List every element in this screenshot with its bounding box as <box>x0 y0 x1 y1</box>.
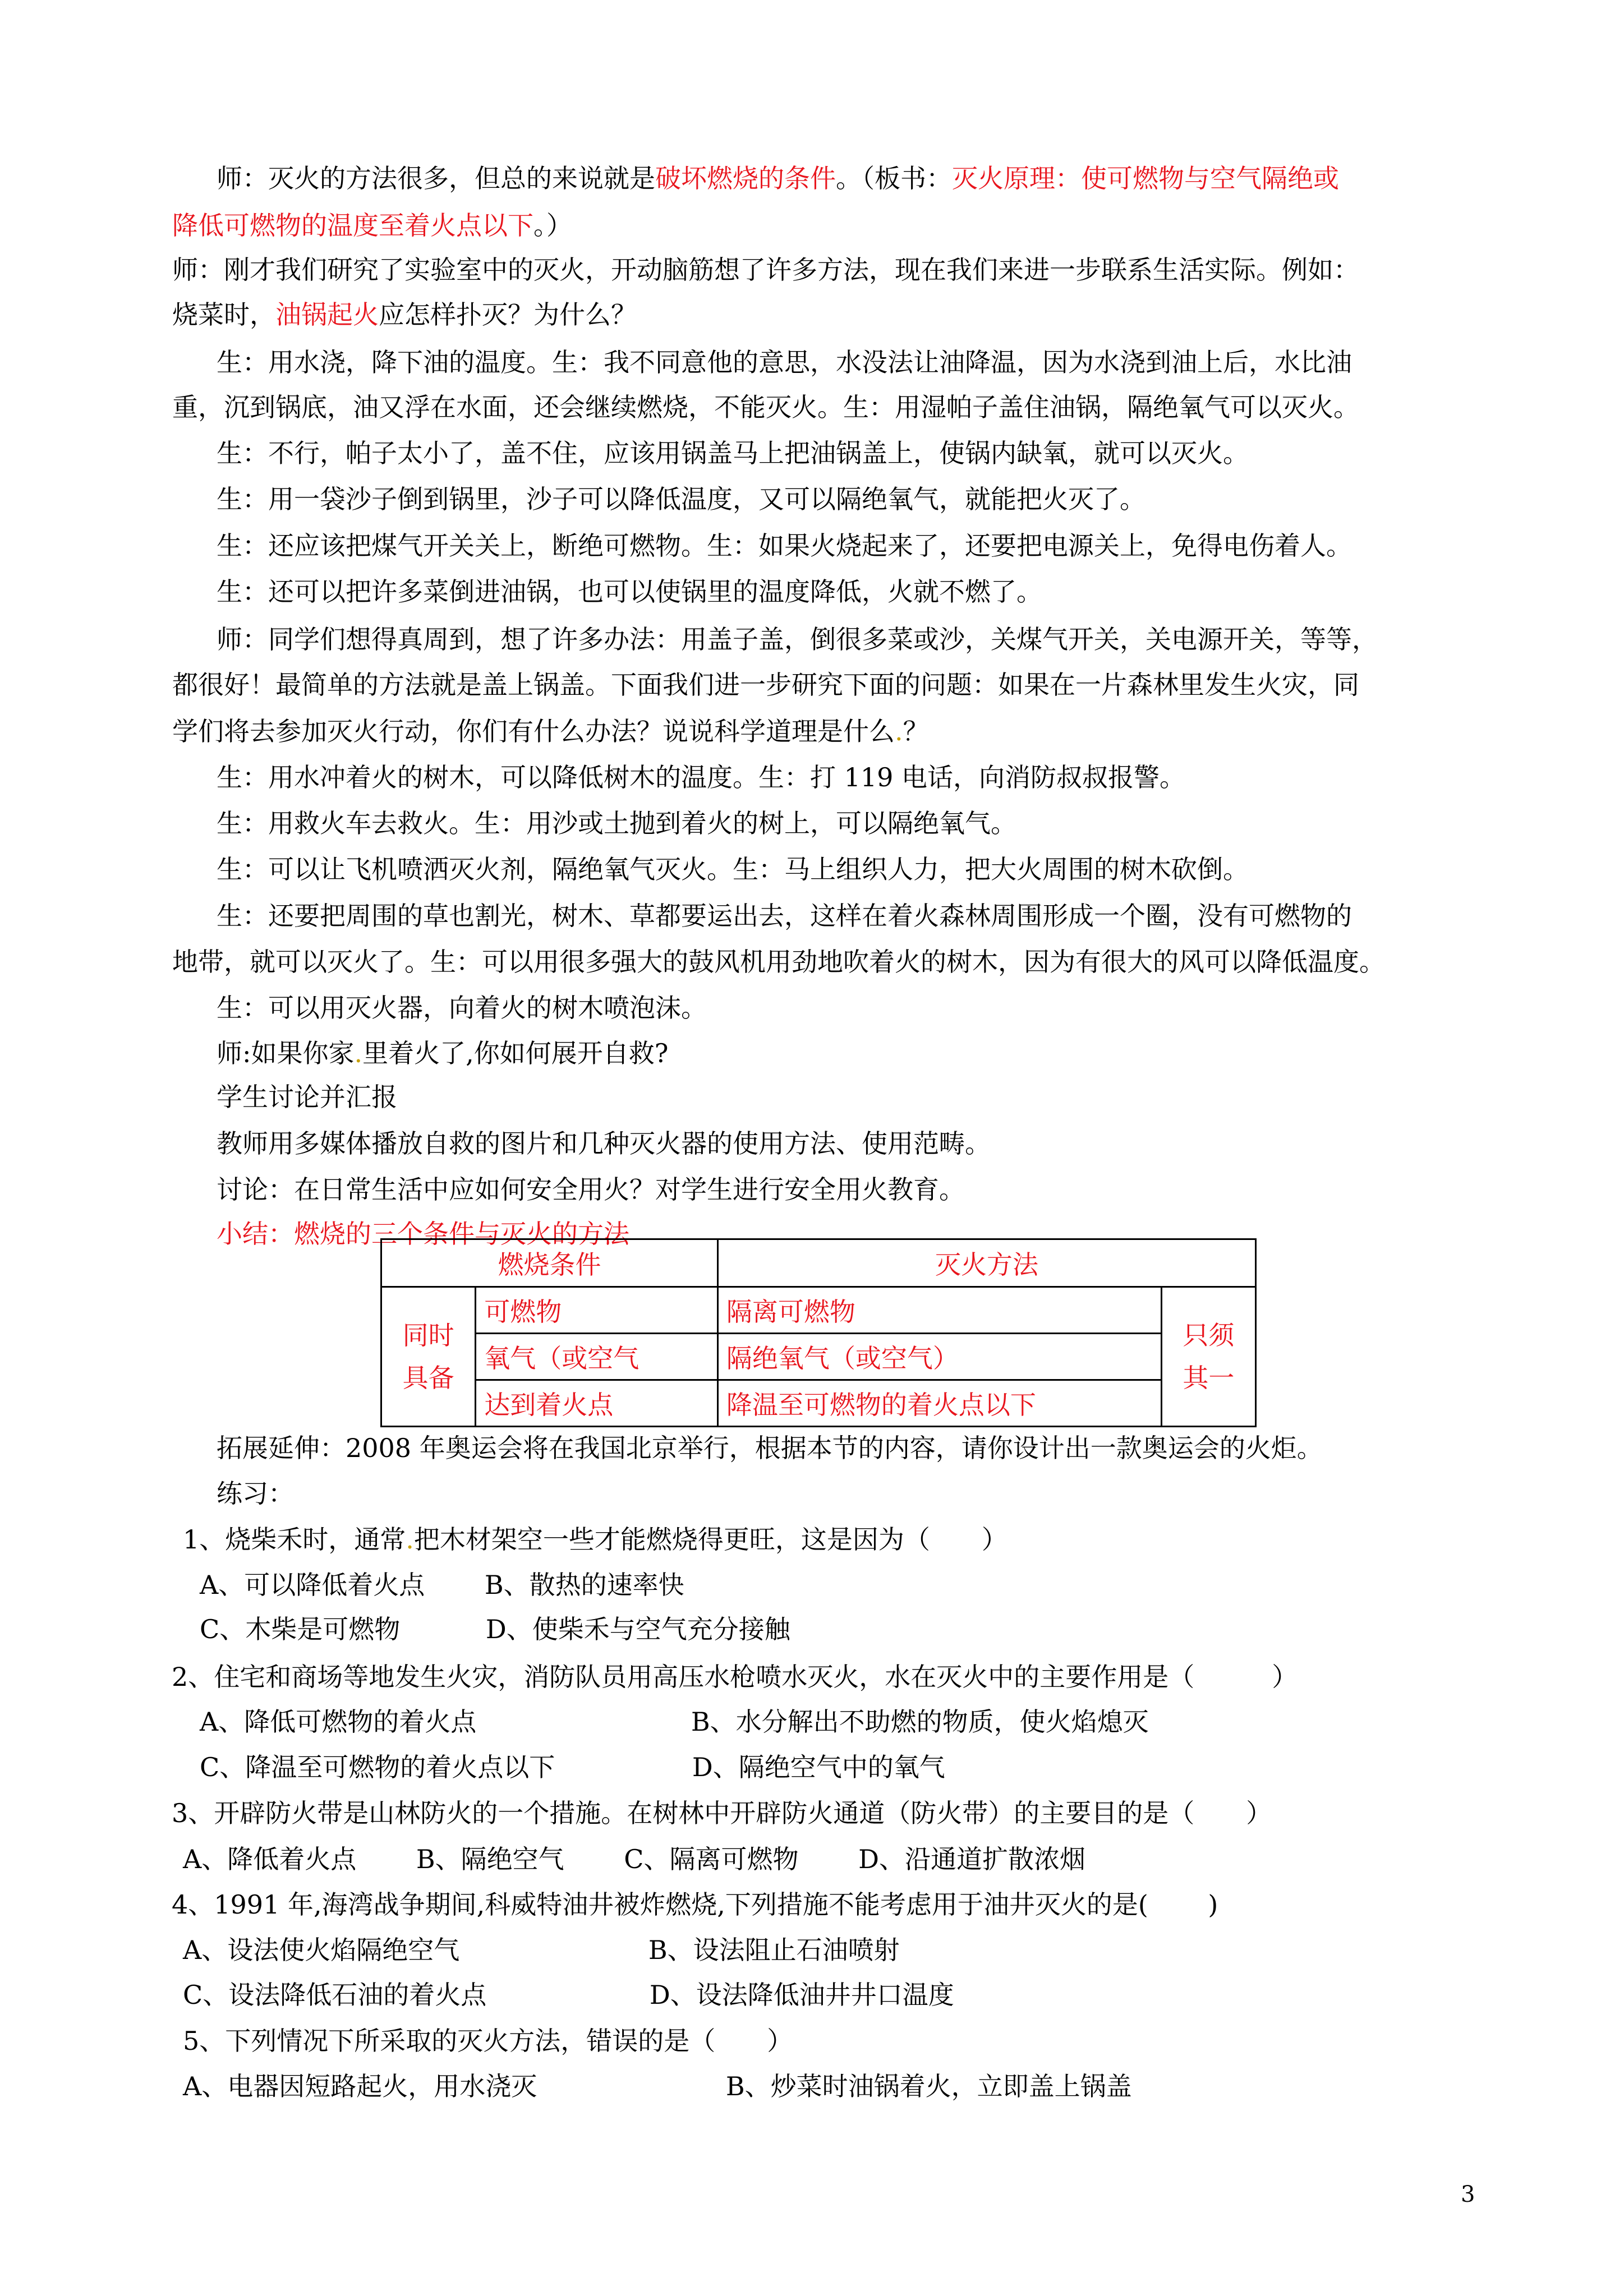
simultaneous-label-line1: 同时 <box>402 1320 454 1350</box>
text-run: ？ <box>903 716 929 746</box>
exercise-line <box>200 1705 1149 1739</box>
text-run: A、可以降低着火点 B、散热的速率快 <box>200 1570 684 1600</box>
emphasis-dot: . <box>354 1038 363 1068</box>
text-run: 1、烧柴禾时，通常 <box>183 1524 406 1555</box>
paragraph-line <box>217 529 1352 563</box>
emphasis-dot: . <box>895 716 903 746</box>
condition-cell: 达到着火点 <box>476 1380 718 1427</box>
paragraph-line <box>217 162 1339 195</box>
text-run: 里着火了,你如何展开自救? <box>362 1038 669 1068</box>
exercise-line <box>217 1431 1323 1465</box>
paragraph-line <box>217 623 1378 656</box>
paragraph-line <box>217 345 1352 379</box>
paragraph-line <box>172 668 1359 702</box>
text-run: 拓展延伸：2008 年奥运会将在我国北京举行，根据本节的内容，请你设计出一款奥运会的火炬。 <box>217 1433 1323 1463</box>
exercise-line <box>183 1523 1007 1556</box>
exercise-line <box>183 2024 793 2058</box>
text-run: 生：还应该把煤气开关关上，断绝可燃物。生：如果火烧起来了，还要把电源关上，免得电伤着人。 <box>217 531 1352 561</box>
text-run: 生：还要把周围的草也割光，树木、草都要运出去，这样在着火森林周围形成一个圈，没有可燃物的 <box>217 901 1352 931</box>
text-run: 练习： <box>217 1478 294 1509</box>
exercise-line <box>200 1612 790 1646</box>
paragraph-line <box>217 1080 397 1114</box>
exercise-line <box>172 1660 1298 1694</box>
text-run: 应怎样扑灭？为什么？ <box>379 299 637 330</box>
paragraph-line <box>217 1173 965 1206</box>
text-run: 重，沉到锅底，油又浮在水面，还会继续燃烧，不能灭火。生：用湿帕子盖住油锅，隔绝氧气可以灭火。 <box>172 392 1359 422</box>
text-run: 学们将去参加灭火行动，你们有什么办法？说说科学道理是什么 <box>172 716 895 746</box>
text-run: 生：可以用灭火器，向着火的树木喷泡沫。 <box>217 993 707 1023</box>
text-run: 都很好！最简单的方法就是盖上锅盖。下面我们进一步研究下面的问题：如果在一片森林里发生火灾，同 <box>172 670 1359 700</box>
text-run: 师：同学们想得真周到，想了许多办法：用盖子盖，倒很多菜或沙，关煤气开关，关电源开关，等等， <box>217 624 1378 654</box>
text-run: 师：灭火的方法很多，但总的来说就是 <box>217 163 655 193</box>
paragraph-line <box>217 899 1352 933</box>
paragraph-line <box>172 209 572 242</box>
method-cell: 隔绝氧气（或空气） <box>717 1334 1161 1380</box>
highlighted-text: 灭火原理：使可燃物与空气隔绝或 <box>952 163 1339 193</box>
paragraph-line <box>217 1036 668 1070</box>
text-run: A、设法使火焰隔绝空气 B、设法阻止石油喷射 <box>183 1935 900 1965</box>
simultaneous-label <box>381 1287 476 1427</box>
conditions-header: 燃烧条件 <box>381 1239 718 1287</box>
text-run: 生：用水浇，降下油的温度。生：我不同意他的意思，水没法让油降温，因为水浇到油上后，水比油 <box>217 347 1352 377</box>
text-run: 地带，就可以灭火了。生：可以用很多强大的鼓风机用劲地吹着火的树木，因为有很大的风可以降低温度。 <box>172 947 1385 977</box>
paragraph-line <box>217 760 1185 794</box>
exercise-line <box>200 1568 684 1602</box>
only-one-label-line1: 只须 <box>1183 1320 1235 1350</box>
exercise-line <box>172 1796 1272 1830</box>
text-run: 师:如果你家 <box>217 1038 355 1068</box>
methods-header: 灭火方法 <box>717 1239 1255 1287</box>
only-one-label <box>1161 1287 1255 1427</box>
text-run: 3、开辟防火带是山林防火的一个措施。在树林中开辟防火通道（防火带）的主要目的是（ ） <box>172 1798 1272 1828</box>
text-run: 2、住宅和商场等地发生火灾，消防队员用高压水枪喷水灭火，水在灭火中的主要作用是（ ） <box>172 1662 1298 1692</box>
paragraph-line <box>217 852 1249 886</box>
text-run: C、木柴是可燃物 D、使柴禾与空气充分接触 <box>200 1614 790 1644</box>
text-run: 师：刚才我们研究了实验室中的灭火，开动脑筋想了许多方法，现在我们来进一步联系生活实际。例如： <box>172 255 1359 285</box>
highlighted-text: 降低可燃物的温度至着火点以下 <box>172 210 533 241</box>
page-number: 3 <box>1461 2182 1475 2207</box>
text-run: 4、1991 年,海湾战争期间,科威特油井被炸燃烧,下列措施不能考虑用于油井灭火的是( ) <box>172 1889 1218 1920</box>
text-run: 生：可以让飞机喷洒灭火剂，隔绝氧气灭火。生：马上组织人力，把大火周围的树木砍倒。 <box>217 854 1249 884</box>
highlighted-text: 油锅起火 <box>275 299 379 330</box>
summary-table <box>380 1238 1257 1427</box>
paragraph-line <box>217 575 1042 608</box>
condition-cell: 氧气（或空气 <box>476 1334 718 1380</box>
text-run: A、降低着火点 B、隔绝空气 C、隔离可燃物 D、沿通道扩散浓烟 <box>183 1844 1085 1874</box>
table-row <box>381 1334 1256 1380</box>
exercise-line <box>183 1842 1085 1876</box>
highlighted-text: 小结：燃烧的三个条件与灭火的方法 <box>217 1219 629 1249</box>
text-run: 5、下列情况下所采取的灭火方法，错误的是（ ） <box>183 2026 793 2056</box>
paragraph-line <box>217 436 1249 470</box>
exercise-line <box>200 1750 945 1784</box>
text-run: 学生讨论并汇报 <box>217 1082 397 1112</box>
condition-cell: 可燃物 <box>476 1287 718 1334</box>
text-run: C、降温至可燃物的着火点以下 D、隔绝空气中的氧气 <box>200 1752 945 1782</box>
paragraph-line <box>172 390 1359 424</box>
table-row <box>381 1287 1256 1334</box>
summary-table-header-row <box>381 1239 1256 1287</box>
text-run: 生：用一袋沙子倒到锅里，沙子可以降低温度，又可以隔绝氧气，就能把火灭了。 <box>217 484 1145 514</box>
text-run: 。） <box>533 210 572 241</box>
exercise-line <box>183 1933 900 1967</box>
text-run: 生：用救火车去救火。生：用沙或土抛到着火的树上，可以隔绝氧气。 <box>217 808 1016 838</box>
text-run: 生：还可以把许多菜倒进油锅，也可以使锅里的温度降低，火就不燃了。 <box>217 577 1042 607</box>
text-run: 讨论：在日常生活中应如何安全用火？对学生进行安全用火教育。 <box>217 1174 965 1205</box>
paragraph-line <box>217 1127 991 1160</box>
only-one-label-line2: 其一 <box>1183 1363 1235 1393</box>
paragraph-line <box>217 991 707 1025</box>
text-run: 生：不行，帕子太小了，盖不住，应该用锅盖马上把油锅盖上，使锅内缺氧，就可以灭火。 <box>217 438 1249 468</box>
text-run: A、降低可燃物的着火点 B、水分解出不助燃的物质，使火焰熄灭 <box>200 1707 1149 1737</box>
exercise-line <box>183 2069 1132 2103</box>
text-run: 生：用水冲着火的树木，可以降低树木的温度。生：打 119 电话，向消防叔叔报警。 <box>217 762 1186 792</box>
text-run: A、电器因短路起火，用水浇灭 B、炒菜时油锅着火，立即盖上锅盖 <box>183 2071 1132 2101</box>
text-run: C、设法降低石油的着火点 D、设法降低油井井口温度 <box>183 1980 954 2010</box>
paragraph-line <box>217 482 1145 516</box>
exercise-line <box>217 1477 294 1510</box>
text-run: 。（板书： <box>836 163 952 193</box>
text-run: 教师用多媒体播放自救的图片和几种灭火器的使用方法、使用范畴。 <box>217 1128 991 1159</box>
paragraph-line <box>172 714 929 748</box>
paragraph-line <box>217 806 1016 840</box>
paragraph-line <box>172 298 637 331</box>
exercise-line <box>183 1978 954 2012</box>
text-run: 把木材架空一些才能燃烧得更旺，这是因为（ ） <box>413 1524 1007 1555</box>
method-cell: 降温至可燃物的着火点以下 <box>717 1380 1161 1427</box>
emphasis-dot: . <box>406 1524 414 1555</box>
table-row <box>381 1380 1256 1427</box>
highlighted-text: 破坏燃烧的条件 <box>655 163 836 193</box>
exercise-line <box>172 1888 1218 1921</box>
text-run: 烧菜时， <box>172 299 275 330</box>
simultaneous-label-line2: 具备 <box>402 1363 454 1393</box>
paragraph-line <box>172 945 1385 979</box>
method-cell: 隔离可燃物 <box>717 1287 1161 1334</box>
paragraph-line <box>172 253 1359 287</box>
